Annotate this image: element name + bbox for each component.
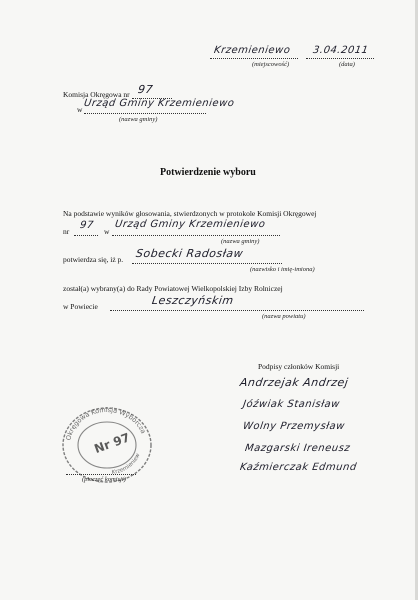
commission-office: Urząd Gminy Krzemieniewo [83,98,236,109]
body-powiat-value: Leszczyńskim [151,294,235,307]
body-person-line [132,263,282,264]
stamp-bottom-text: Krzemieniew [111,452,142,476]
body-powiat-caption: (nazwa powiatu) [262,313,306,320]
body-intro-line: Na podstawie wyników głosowania, stwierdzonych w protokole Komisji Okręgowej [63,209,317,218]
date-handwritten: 3.04.2011 [312,45,370,56]
commission-office-line [84,113,206,114]
commission-stamp [56,405,158,483]
svg-text:Okręgowa Komisja Wyborcza [64,406,147,441]
body-elected-line: został(a) wybrany(a) do Rady Powiatowej Wielkopolskiej Izby Rolniczej [63,284,283,293]
place-caption: (miejscowość) [252,61,290,68]
body-powiat-label: w Powiecie [63,302,98,311]
commission-label: Komisja Okręgowa nr [63,90,130,99]
body-w-label: w [104,227,110,236]
body-person-value: Sobecki Radosław [135,247,245,260]
place-handwritten: Krzemieniewo [213,45,292,56]
signature-1: Andrzejak Andrzej [239,376,350,389]
signature-4: Mazgarski Ireneusz [244,443,351,454]
commission-office-caption: (nazwa gminy) [119,116,158,123]
signature-5: Kaźmierczak Edmund [239,462,358,473]
signatures-heading: Podpisy członków Komisji [258,362,340,371]
body-nr-label: nr [63,227,70,236]
body-person-caption: (nazwisko i imię-imiona) [250,266,315,273]
stamp-ring-text: Okręgowa Komisja Wyborcza [64,405,148,442]
body-gmina-line [112,235,280,236]
date-caption: (data) [339,61,355,68]
body-powiat-line [110,310,364,311]
stamp-caption-line [66,474,136,475]
document-title: Potwierdzenie wyboru [160,167,256,178]
body-gmina-value: Urząd Gminy Krzemieniewo [114,219,267,230]
signature-3: Wolny Przemysław [242,421,346,432]
stamp-caption: (pieczęć komisji) [82,476,126,483]
body-gmina-caption: (nazwa gminy) [221,238,260,245]
body-nr-line [74,235,98,236]
signature-2: Jóźwiak Stanisław [242,399,341,410]
commission-w: w [77,105,83,114]
place-dotted-line [210,58,298,59]
date-dotted-line [306,58,374,59]
commission-number: 97 [137,83,154,96]
body-nr-value: 97 [79,220,95,231]
stamp-number: Nr 97 [92,430,132,457]
body-confirm-label: potwierdza się, iż p. [63,255,124,264]
